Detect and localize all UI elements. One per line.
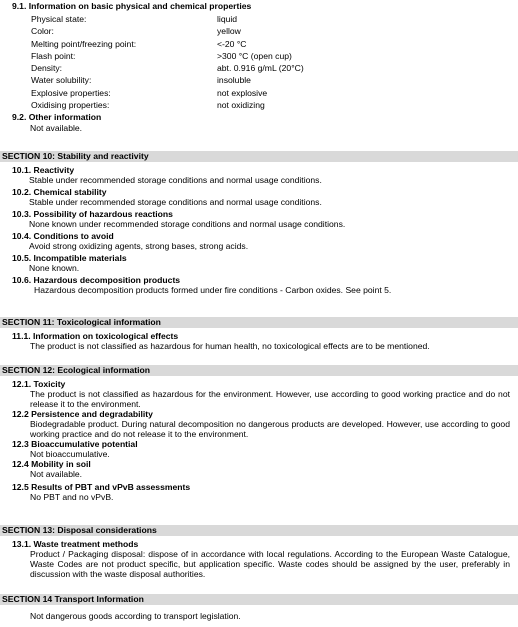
section-14-title: SECTION 14 Transport Information	[0, 594, 518, 605]
property-row	[0, 25, 518, 37]
heading-12-2: 12.2 Persistence and degradability	[12, 409, 153, 419]
property-value: not oxidizing	[217, 100, 265, 111]
heading-10-1: 10.1. Reactivity	[12, 165, 75, 175]
heading-12-1: 12.1. Toxicity	[12, 379, 66, 389]
property-row	[0, 87, 518, 99]
text-13-1: Product / Packaging disposal: dispose of in accordance with local regulations. According to the European Waste Catalogue, Waste Codes are not product specific, but application specific. Waste codes should be assigned by the user, preferably in discussion with the waste disposal authorities.	[30, 549, 510, 579]
property-value: yellow	[217, 26, 241, 37]
property-value: abt. 0.916 g/mL (20°C)	[217, 63, 304, 74]
heading-9-2: 9.2. Other information	[12, 112, 102, 123]
properties-table	[0, 13, 518, 111]
heading-10-6: 10.6. Hazardous decomposition products	[12, 275, 181, 285]
property-row	[0, 74, 518, 86]
property-value: >300 °C (open cup)	[217, 50, 292, 61]
property-row	[0, 38, 518, 50]
section-11-title: SECTION 11: Toxicological information	[0, 317, 518, 328]
text-10-1: Stable under recommended storage conditions and normal usage conditions.	[29, 175, 322, 185]
text-12-4: Not available.	[30, 469, 83, 479]
text-12-1: The product is not classified as hazardous for the environment. However, use according to good working practice and do not release it to the environment.	[30, 389, 510, 409]
section-9-block	[0, 0, 518, 133]
property-name: Density:	[31, 63, 63, 74]
section-11-block	[0, 317, 518, 351]
section-12-block	[0, 365, 518, 502]
heading-9-1: 9.1. Information on basic physical and chemical properties	[12, 1, 252, 11]
heading-12-3: 12.3 Bioaccumulative potential	[12, 439, 138, 449]
heading-10-2: 10.2. Chemical stability	[12, 187, 107, 197]
text-14: Not dangerous goods according to transport legislation.	[30, 611, 241, 621]
text-9-2: Not available.	[30, 123, 83, 134]
heading-11-1: 11.1. Information on toxicological effects	[12, 331, 179, 341]
section-10-title: SECTION 10: Stability and reactivity	[0, 151, 518, 162]
heading-12-4: 12.4 Mobility in soil	[12, 459, 91, 469]
property-name: Physical state:	[31, 14, 87, 24]
property-name: Water solubility:	[31, 75, 92, 86]
text-10-3: None known under recommended storage conditions and normal usage conditions.	[29, 219, 346, 229]
text-10-6: Hazardous decomposition products formed under fire conditions - Carbon oxides. See point 5.	[34, 285, 392, 295]
property-value: not explosive	[217, 87, 268, 98]
text-10-5: None known.	[29, 263, 80, 273]
text-12-2: Biodegradable product. During natural decomposition no dangerous products are developed. However, use according to good working practice and do not release it to the environment.	[30, 419, 510, 439]
text-12-5: No PBT and no vPvB.	[30, 492, 114, 502]
property-value: <-20 °C	[217, 38, 247, 49]
heading-12-5: 12.5 Results of PBT and vPvB assessments	[12, 482, 191, 492]
text-10-2: Stable under recommended storage conditions and normal usage conditions.	[29, 197, 322, 207]
property-row	[0, 13, 518, 25]
property-name: Flash point:	[31, 50, 76, 61]
property-row	[0, 99, 518, 111]
property-value: insoluble	[217, 75, 251, 86]
section-14-block	[0, 594, 518, 621]
property-name: Color:	[31, 26, 54, 37]
text-12-3: Not bioaccumulative.	[30, 449, 110, 459]
heading-10-3: 10.3. Possibility of hazardous reactions	[12, 209, 173, 219]
property-row	[0, 62, 518, 74]
section-12-title: SECTION 12: Ecological information	[0, 365, 518, 376]
property-name: Melting point/freezing point:	[31, 38, 137, 49]
text-10-4: Avoid strong oxidizing agents, strong bases, strong acids.	[29, 241, 249, 251]
property-row	[0, 50, 518, 62]
property-value: liquid	[217, 14, 238, 24]
section-13-title: SECTION 13: Disposal considerations	[0, 525, 518, 536]
heading-10-5: 10.5. Incompatible materials	[12, 253, 127, 263]
property-name: Explosive properties:	[31, 87, 111, 98]
heading-13-1: 13.1. Waste treatment methods	[12, 539, 139, 549]
heading-10-4: 10.4. Conditions to avoid	[12, 231, 114, 241]
section-10-block	[0, 151, 518, 295]
text-11-1: The product is not classified as hazardous for human health, no toxicological effects are to be mentioned.	[30, 341, 430, 351]
property-name: Oxidising properties:	[31, 100, 110, 111]
section-13-block	[0, 525, 518, 579]
